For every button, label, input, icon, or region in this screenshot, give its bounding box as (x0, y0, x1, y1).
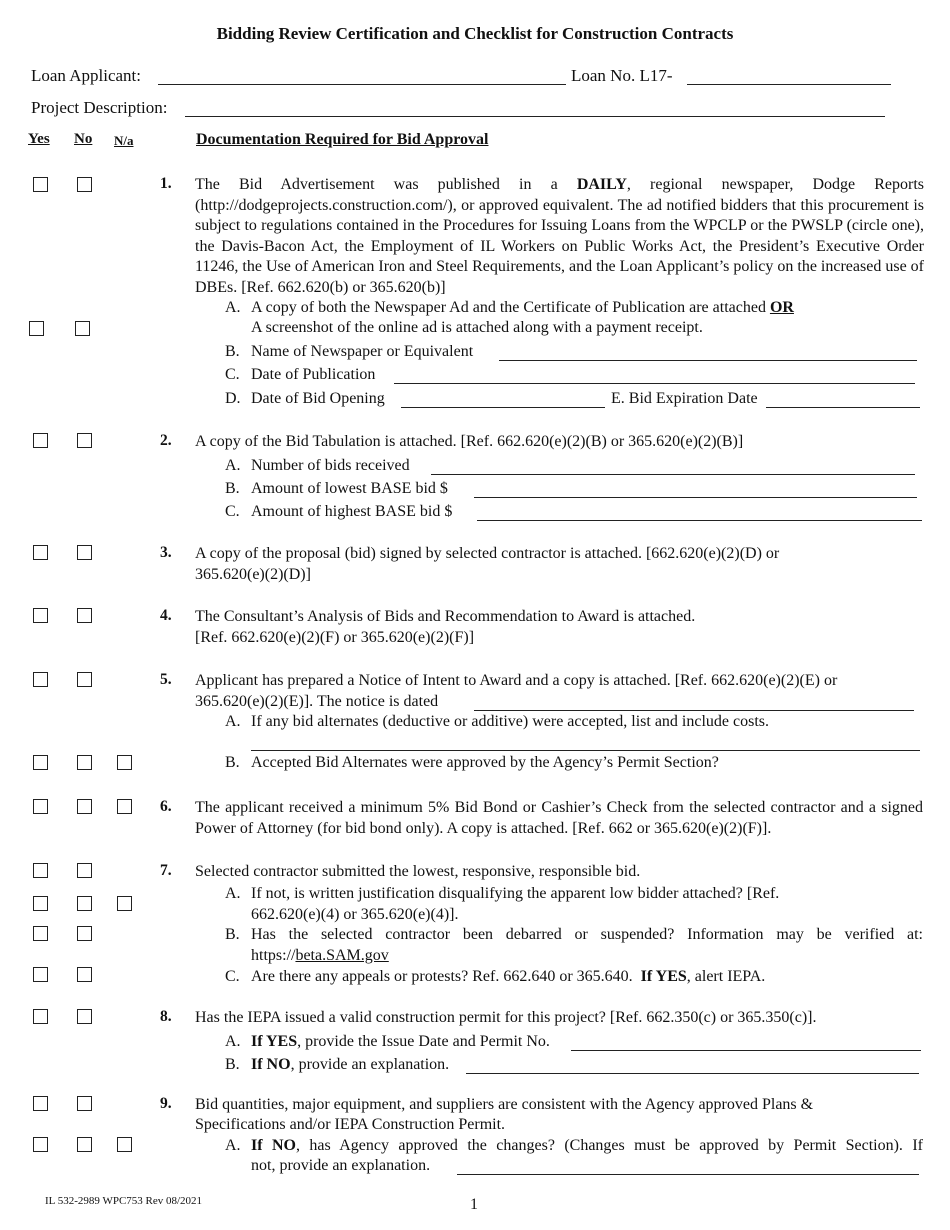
item-7-number: 7. (160, 862, 172, 879)
item-5-number: 5. (160, 671, 172, 688)
newspaper-name-field[interactable] (499, 360, 917, 361)
project-description-label: Project Description: (31, 98, 168, 117)
column-header-no: No (74, 131, 93, 147)
item-9-no-checkbox[interactable] (77, 1096, 92, 1111)
item-9-text-2: Specifications and/or IEPA Construction Permit. (195, 1116, 506, 1133)
item-7-yes-checkbox[interactable] (33, 863, 48, 878)
item-7-no-checkbox[interactable] (77, 863, 92, 878)
item-8b-letter: B. (225, 1056, 240, 1073)
item-1a-text-2: A screenshot of the online ad is attached along with a payment receipt. (251, 319, 703, 336)
item-1c-letter: C. (225, 366, 240, 383)
item-9-number: 9. (160, 1095, 172, 1112)
item-2c-text: Amount of highest BASE bid $ (251, 503, 453, 520)
item-5b-text: Accepted Bid Alternates were approved by the Agency’s Permit Section? (251, 754, 719, 771)
item-1b-letter: B. (225, 343, 240, 360)
item-7c-yes-checkbox[interactable] (33, 967, 48, 982)
item-5a-letter: A. (225, 713, 241, 730)
item-7a-na-checkbox[interactable] (117, 896, 132, 911)
item-8b-text: If NO, provide an explanation. (251, 1056, 450, 1073)
item-9a-na-checkbox[interactable] (117, 1137, 132, 1152)
project-description-field[interactable] (185, 116, 885, 117)
column-header-na: N/a (114, 133, 134, 148)
item-1-no-checkbox[interactable] (77, 177, 92, 192)
item-1d-text: Date of Bid Opening (251, 390, 385, 407)
item-1-yes-checkbox[interactable] (33, 177, 48, 192)
item-4-no-checkbox[interactable] (77, 608, 92, 623)
item-5b-no-checkbox[interactable] (77, 755, 92, 770)
item-7a-text-2: 662.620(e)(4) or 365.620(e)(4)]. (251, 906, 459, 923)
permit-explanation-field[interactable] (466, 1073, 919, 1074)
item-9a-yes-checkbox[interactable] (33, 1137, 48, 1152)
item-7a-text: If not, is written justification disqualifying the apparent low bidder attached? [Ref. (251, 885, 780, 902)
loan-applicant-field[interactable] (158, 84, 566, 85)
item-8-yes-checkbox[interactable] (33, 1009, 48, 1024)
item-7-text: Selected contractor submitted the lowest, responsive, responsible bid. (195, 863, 641, 880)
item-6-yes-checkbox[interactable] (33, 799, 48, 814)
item-4-text-2: [Ref. 662.620(e)(2)(F) or 365.620(e)(2)(F)] (195, 629, 475, 646)
item-2-no-checkbox[interactable] (77, 433, 92, 448)
item-4-yes-checkbox[interactable] (33, 608, 48, 623)
bid-opening-date-field[interactable] (401, 407, 605, 408)
item-6-number: 6. (160, 798, 172, 815)
item-6-na-checkbox[interactable] (117, 799, 132, 814)
page-number: 1 (470, 1196, 478, 1213)
item-7b-letter: B. (225, 926, 240, 943)
item-2-text: A copy of the Bid Tabulation is attached. [Ref. 662.620(e)(2)(B) or 365.620(e)(2)(B)] (195, 433, 744, 450)
lowest-bid-field[interactable] (474, 497, 917, 498)
notice-date-field[interactable] (474, 710, 914, 711)
item-2-number: 2. (160, 432, 172, 449)
item-2-yes-checkbox[interactable] (33, 433, 48, 448)
item-6-no-checkbox[interactable] (77, 799, 92, 814)
item-8-no-checkbox[interactable] (77, 1009, 92, 1024)
item-5-yes-checkbox[interactable] (33, 672, 48, 687)
item-4-text: The Consultant’s Analysis of Bids and Recommendation to Award is attached. (195, 608, 696, 625)
item-9a-letter: A. (225, 1137, 241, 1154)
loan-no-field[interactable] (687, 84, 891, 85)
publication-date-field[interactable] (394, 383, 915, 384)
permit-issue-field[interactable] (571, 1050, 921, 1051)
form-title: Bidding Review Certification and Checklist for Construction Contracts (216, 24, 734, 43)
item-5-text: Applicant has prepared a Notice of Intent to Award and a copy is attached. [Ref. 662.620(e)(2)(E) or (195, 672, 838, 689)
column-header-yes: Yes (28, 131, 50, 147)
item-4-number: 4. (160, 607, 172, 624)
item-1a-yes-checkbox[interactable] (29, 321, 44, 336)
item-7a-yes-checkbox[interactable] (33, 896, 48, 911)
loan-applicant-label: Loan Applicant: (31, 66, 142, 85)
item-5b-letter: B. (225, 754, 240, 771)
item-7a-letter: A. (225, 885, 241, 902)
changes-explanation-field[interactable] (457, 1174, 919, 1175)
item-5-no-checkbox[interactable] (77, 672, 92, 687)
item-9-yes-checkbox[interactable] (33, 1096, 48, 1111)
column-header-documentation: Documentation Required for Bid Approval (196, 131, 489, 148)
item-3-yes-checkbox[interactable] (33, 545, 48, 560)
item-3-number: 3. (160, 544, 172, 561)
highest-bid-field[interactable] (477, 520, 922, 521)
item-5-text-2: 365.620(e)(2)(E)]. The notice is dated (195, 693, 439, 710)
item-1d-letter: D. (225, 390, 241, 407)
item-5b-yes-checkbox[interactable] (33, 755, 48, 770)
item-9a-text-2: not, provide an explanation. (251, 1157, 431, 1174)
item-7a-no-checkbox[interactable] (77, 896, 92, 911)
item-1b-text: Name of Newspaper or Equivalent (251, 343, 474, 360)
item-5b-na-checkbox[interactable] (117, 755, 132, 770)
item-5a-text: If any bid alternates (deductive or additive) were accepted, list and include costs. (251, 713, 770, 730)
item-8-text: Has the IEPA issued a valid construction permit for this project? [Ref. 662.350(c) or 365.350(c)]. (195, 1009, 817, 1026)
item-6-text: The applicant received a minimum 5% Bid Bond or Cashier’s Check from the selected contractor and a signed Power of Attorney (for bid bond only). A copy is attached. [Ref. 662 or 365.620(e)(2)(F)]. (195, 799, 923, 837)
item-3-text-2: 365.620(e)(2)(D)] (195, 566, 311, 583)
item-1-number: 1. (160, 175, 172, 192)
item-7b-yes-checkbox[interactable] (33, 926, 48, 941)
item-2b-letter: B. (225, 480, 240, 497)
item-7c-no-checkbox[interactable] (77, 967, 92, 982)
item-9a-text: If NO, has Agency approved the changes? (Changes must be approved by Permit Section). If (251, 1137, 923, 1154)
item-2b-text: Amount of lowest BASE bid $ (251, 480, 448, 497)
item-7b-text: Has the selected contractor been debarred or suspended? Information may be verified at: (251, 926, 923, 943)
item-1a-no-checkbox[interactable] (75, 321, 90, 336)
item-7b-text-2: https://beta.SAM.gov (251, 947, 389, 964)
item-7b-no-checkbox[interactable] (77, 926, 92, 941)
item-2a-text: Number of bids received (251, 457, 410, 474)
bid-expiration-date-field[interactable] (766, 407, 920, 408)
item-8-number: 8. (160, 1008, 172, 1025)
item-1c-text: Date of Publication (251, 366, 376, 383)
item-9-text: Bid quantities, major equipment, and suppliers are consistent with the Agency approved Plans & (195, 1096, 814, 1113)
item-3-text: A copy of the proposal (bid) signed by selected contractor is attached. [662.620(e)(2)(D) or (195, 545, 780, 562)
item-1-text: The Bid Advertisement was published in a DAILY, regional newspaper, Dodge Reports (http://dodgeprojects.construction.com/), or approved equivalent. The ad notified bidders that this procurement is subject to regulations contained in the Procedures for Issuing Loans from the WPCLP or the PWSLP (circle one), the Davis-Bacon Act, the Employment of IL Workers on Public Works Act, the President’s Executive Order 11246, the Use of American Iron and Steel Requirements, and the Loan Applicant’s policy on the increased use of DBEs. [Ref. 662.620(b) or 365.620(b)] (195, 176, 924, 296)
item-2c-letter: C. (225, 503, 240, 520)
item-3-no-checkbox[interactable] (77, 545, 92, 560)
item-8a-text: If YES, provide the Issue Date and Permit No. (251, 1033, 550, 1050)
item-9a-no-checkbox[interactable] (77, 1137, 92, 1152)
item-8a-letter: A. (225, 1033, 241, 1050)
loan-no-label: Loan No. L17- (571, 66, 673, 85)
item-1a-text: A copy of both the Newspaper Ad and the Certificate of Publication are attached OR (251, 299, 794, 316)
sam-gov-link[interactable]: beta.SAM.gov (295, 947, 389, 964)
number-of-bids-field[interactable] (431, 474, 915, 475)
form-id: IL 532-2989 WPC753 Rev 08/2021 (45, 1195, 203, 1207)
bid-alternates-field[interactable] (251, 750, 920, 751)
item-7c-letter: C. (225, 968, 240, 985)
item-1e-text: E. Bid Expiration Date (611, 390, 758, 407)
item-1a-letter: A. (225, 299, 241, 316)
item-2a-letter: A. (225, 457, 241, 474)
item-7c-text: Are there any appeals or protests? Ref. 662.640 or 365.640. If YES, alert IEPA. (251, 968, 766, 985)
